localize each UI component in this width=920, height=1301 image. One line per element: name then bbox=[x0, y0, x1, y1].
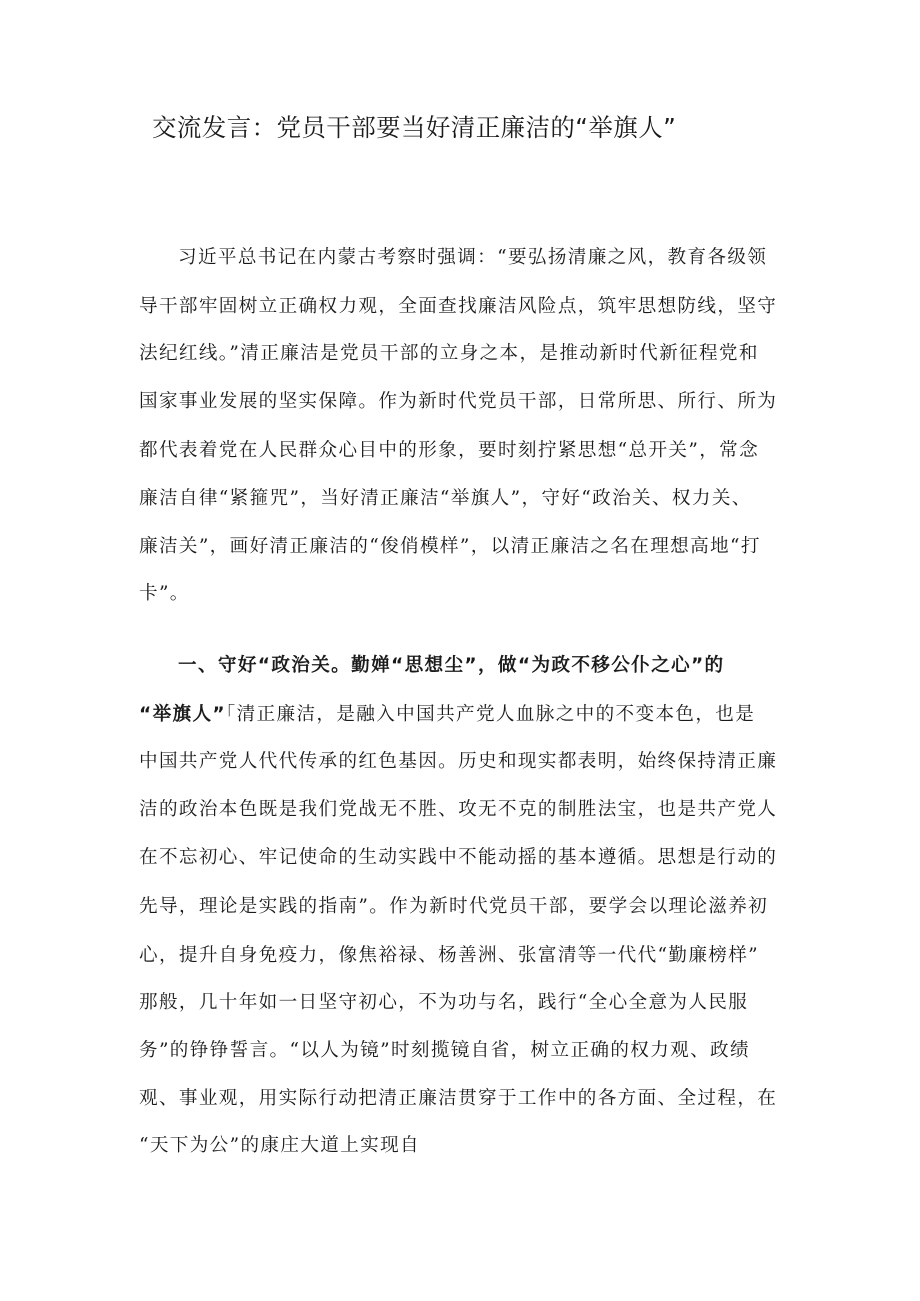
section1-line: 观、事业观，用实际行动把清正廉洁贯穿于工作中的各方面、全过程，在 bbox=[139, 1088, 778, 1109]
paragraph1-line: 导干部牢固树立正确权力观，全面查找廉洁风险点，筑牢思想防线，坚守 bbox=[139, 296, 778, 317]
section1-line: 务”的铮铮誓言。“以人为镜”时刻揽镜自省，树立正确的权力观、政绩 bbox=[139, 1040, 750, 1061]
paragraph1-line: 廉洁自律“紧箍咒”，当好清正廉洁“举旗人”，守好“政治关、权力关、 bbox=[139, 488, 752, 509]
paragraph1-line: 法纪红线。”清正廉洁是党员干部的立身之本，是推动新时代新征程党和 bbox=[139, 343, 759, 364]
section1-line: 那般，几十年如一日坚守初心，不为功与名，践行“全心全意为人民服 bbox=[139, 992, 749, 1013]
section1-heading-tail: “举旗人” bbox=[139, 704, 226, 725]
paragraph1-line: 卡”。 bbox=[139, 583, 190, 604]
section1-line: 洁的政治本色既是我们党战无不胜、攻无不克的制胜法宝，也是共产党人 bbox=[139, 799, 778, 820]
section1-heading: 一、守好“政治关。勤婵“思想尘”，做“为政不移公仆之心”的 bbox=[178, 655, 725, 676]
section1-line: 先导，理论是实践的指南”。作为新时代党员干部，要学会以理论滋养初 bbox=[139, 896, 769, 917]
section1-line: 中国共产党人代代传承的红色基因。历史和现实都表明，始终保持清正廉 bbox=[139, 751, 778, 772]
page-title: 交流发言：党员干部要当好清正廉洁的“举旗人” bbox=[152, 113, 677, 142]
section1-line: 在不忘初心、牢记使命的生动实践中不能动摇的基本遵循。思想是行动的 bbox=[139, 847, 778, 868]
section1-body-start: 「清正廉洁，是融入中国共产党人血脉之中的不变本色，也是 bbox=[225, 704, 756, 725]
paragraph1-line: 习近平总书记在内蒙古考察时强调：“要弘扬清廉之风，教育各级领 bbox=[178, 247, 768, 268]
section1-line: “天下为公”的康庄大道上实现自 bbox=[139, 1135, 420, 1156]
paragraph1-line: 廉洁关”，画好清正廉洁的“俊俏模样”，以清正廉洁之名在理想高地“打 bbox=[139, 536, 761, 557]
section1-heading-line2 bbox=[139, 701, 755, 729]
paragraph1-line: 国家事业发展的坚实保障。作为新时代党员干部，日常所思、所行、所为 bbox=[139, 391, 778, 412]
paragraph1-line: 都代表着党在人民群众心目中的形象，要时刻拧紧思想“总开关”，常念 bbox=[139, 440, 760, 461]
section1-line: 心，提升自身免疫力，像焦裕禄、杨善洲、张富清等一代代“勤廉榜样” bbox=[139, 945, 760, 966]
